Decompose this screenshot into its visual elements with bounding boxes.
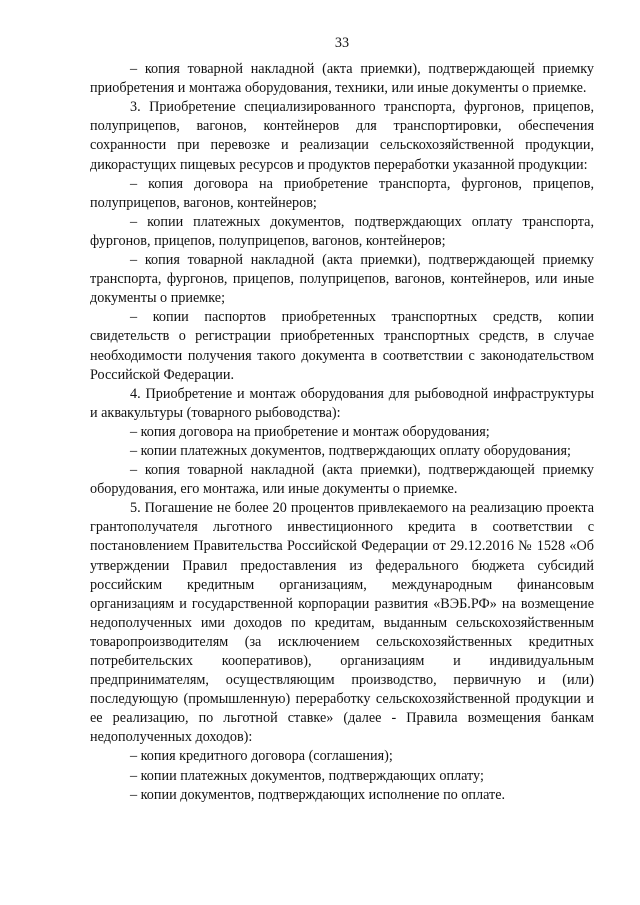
paragraph: 5. Погашение не более 20 процентов привлекаемого на реализацию проекта грантополучателя льготного инвестиционного кредита в соответствии с постановлением Правительства Российской Федерации от 29.12.2016 № 1528 «Об утверждении Правил предоставления из федерального бюджета субсидий российским кредитным организациям, международным финансовым организациям и государственной корпорации развития «ВЭБ.РФ» на возмещение недополученных ими доходов по кредитам, выданным сельскохозяйственным товаропроизводителям (за исключением сельскохозяйственных кредитных потребительских кооперативов), организациям и индивидуальным предпринимателям, осуществляющим производство, первичную и (или) последующую (промышленную) переработку сельскохозяйственной продукции и ее реализацию, по льготной ставке» (далее - Правила возмещения банкам недополученных доходов): <box>90 500 594 746</box>
paragraph: – копия товарной накладной (акта приемки), подтверждающей приемку приобретения и монтажа оборудования, техники, или иные документы о приемке. <box>90 61 594 97</box>
paragraph: 4. Приобретение и монтаж оборудования для рыбоводной инфраструктуры и аквакультуры (товарного рыбоводства): <box>90 385 594 421</box>
paragraph: 3. Приобретение специализированного транспорта, фургонов, прицепов, полуприцепов, вагонов, контейнеров для транспортировки, обеспечения сохранности при перевозке и реализации сельскохозяйственной продукции, дикорастущих пищевых ресурсов и продуктов переработки указанной продукции: <box>90 99 594 173</box>
paragraph: – копия товарной накладной (акта приемки), подтверждающей приемку оборудования, его монтажа, или иные документы о приемке. <box>90 462 594 498</box>
paragraph: – копия кредитного договора (соглашения); <box>130 748 393 765</box>
document-page <box>90 34 594 805</box>
paragraph: – копии документов, подтверждающих исполнение по оплате. <box>130 786 506 803</box>
page-number: 33 <box>334 35 350 51</box>
paragraph: – копии платежных документов, подтверждающих оплату оборудования; <box>130 442 571 459</box>
paragraph: – копии платежных документов, подтверждающих оплату транспорта, фургонов, прицепов, полуприцепов, вагонов, контейнеров; <box>90 213 594 249</box>
paragraph: – копия товарной накладной (акта приемки), подтверждающей приемку транспорта, фургонов, прицепов, полуприцепов, вагонов, контейнеров, или иные документы о приемке; <box>90 252 594 307</box>
paragraph: – копии платежных документов, подтверждающих оплату; <box>130 767 484 784</box>
paragraph: – копии паспортов приобретенных транспортных средств, копии свидетельств о регистрации приобретенных транспортных средств, в случае необходимости получения такого документа в соответствии с законодательством Российской Федерации. <box>90 309 594 383</box>
paragraph: – копия договора на приобретение транспорта, фургонов, прицепов, полуприцепов, вагонов, контейнеров; <box>90 175 594 211</box>
paragraph: – копия договора на приобретение и монтаж оборудования; <box>130 423 490 440</box>
